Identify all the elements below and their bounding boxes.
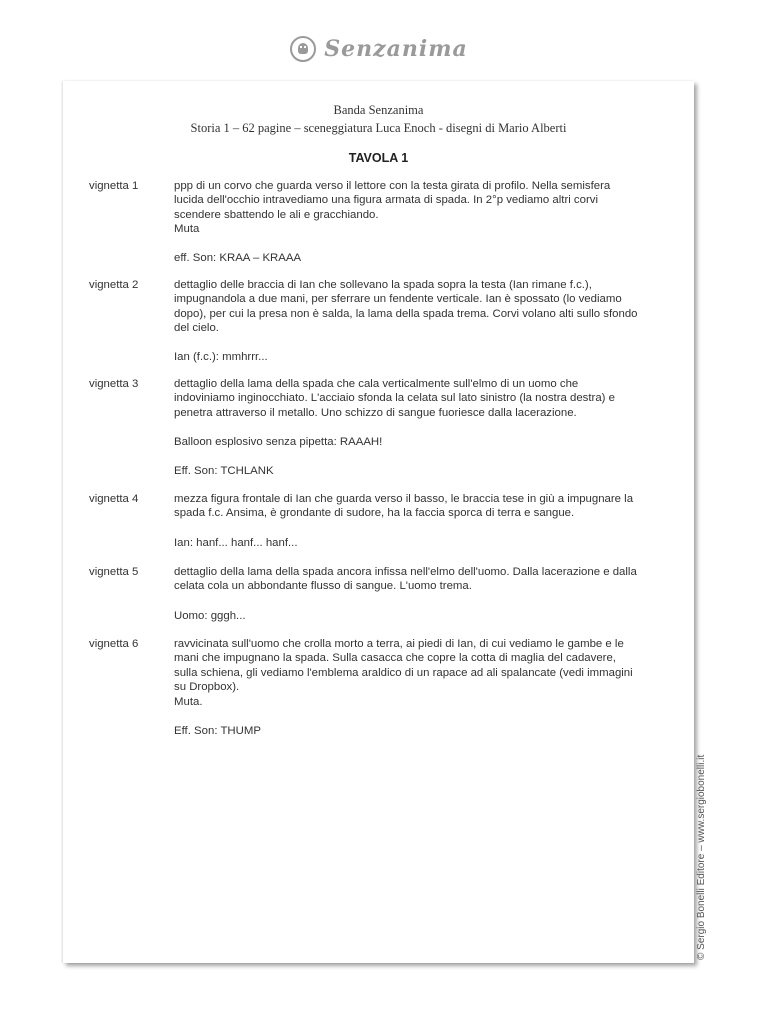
- vignetta-description: [174, 637, 675, 709]
- description-line: penetra attraverso il metallo. Uno schizzo di sangue fuoriesce dalla lacerazione.: [174, 406, 577, 419]
- sound-effect: eff. Son: KRAA – KRAAA: [174, 252, 302, 264]
- description-line: dettaglio della lama della spada che cala verticalmente sull'elmo di un uomo che: [174, 378, 579, 390]
- description-line: indoviniamo inginocchiato. L'acciaio sfonda la celata sul lato sinistro (la nostra destra) e: [174, 392, 615, 405]
- description-line: Muta: [174, 223, 200, 236]
- description-line: mani che impugnano la spada. Sulla casacca che copre la cotta di maglia del cadavere,: [174, 652, 616, 665]
- vignetta-label: vignetta 1: [89, 180, 139, 192]
- description-line: celata cola un abbondante flusso di sangue. L'uomo trema.: [174, 580, 472, 593]
- description-line: ravvicinata sull'uomo che crolla morto a terra, ai piedi di Ian, di cui vediamo le gambe e le: [174, 638, 624, 650]
- skull-icon: [290, 36, 316, 62]
- copyright-notice: © Sergio Bonelli Editore – www.sergiobonelli.it: [696, 754, 707, 960]
- header-credits: Storia 1 – 62 pagine – sceneggiatura Luca Enoch - disegni di Mario Alberti: [190, 121, 567, 135]
- description-line: su Dropbox).: [174, 681, 240, 694]
- description-line: lucida dell'occhio intravediamo una figura armata di spada. In 2°p vediamo altri corvi: [174, 194, 598, 207]
- description-line: del cielo.: [174, 322, 219, 335]
- vignetta-description: [174, 565, 675, 594]
- dialogue-line: Ian (f.c.): mmhrrr...: [174, 351, 268, 363]
- dialogue-line: Ian: hanf... hanf... hanf...: [174, 537, 298, 549]
- description-line: dopo), per cui la presa non è salda, la lama della spada trema. Corvi volano alti sullo sfondo: [174, 307, 638, 320]
- vignetta-label: vignetta 5: [89, 566, 139, 578]
- sound-effect: Eff. Son: TCHLANK: [174, 465, 274, 477]
- vignetta-description: [174, 377, 675, 420]
- description-line: ppp di un corvo che guarda verso il lettore con la testa girata di profilo. Nella semisfera: [174, 180, 611, 192]
- description-line: Muta.: [174, 695, 203, 708]
- vignetta-label: vignetta 3: [89, 378, 139, 390]
- description-line: dettaglio della lama della spada ancora infissa nell'elmo dell'uomo. Dalla lacerazione e dalla: [174, 566, 637, 578]
- tavola-title: TAVOLA 1: [348, 151, 409, 165]
- description-line: spada f.c. Ansima, è grondante di sudore, ha la faccia sporca di terra e sangue.: [174, 507, 575, 520]
- sound-effect: Eff. Son: THUMP: [174, 725, 261, 737]
- script-page: [63, 81, 694, 963]
- vignetta-label: vignetta 2: [89, 279, 139, 291]
- vignetta-label: vignetta 6: [89, 638, 139, 650]
- header-title: Banda Senzanima: [333, 103, 424, 117]
- vignetta-description: [174, 278, 675, 336]
- vignetta-label: vignetta 4: [89, 493, 139, 505]
- vignetta-description: [174, 492, 675, 521]
- balloon-line: Balloon esplosivo senza pipetta: RAAAH!: [174, 436, 383, 448]
- document-header: [63, 101, 694, 137]
- logo-wordmark: Senzanima: [324, 36, 468, 62]
- description-line: sulla schiena, gli vediamo l'emblema araldico di un rapace ad ali spalancate (vedi immagini: [174, 666, 633, 679]
- description-line: scendere sbattendo le ali e gracchiando.: [174, 208, 379, 221]
- vignetta-description: [174, 179, 675, 237]
- senzanima-logo: [0, 32, 758, 66]
- description-line: mezza figura frontale di Ian che guarda verso il basso, le braccia tese in giù a impugnare la: [174, 493, 634, 505]
- description-line: dettaglio delle braccia di Ian che sollevano la spada sopra la testa (Ian rimane f.c.),: [174, 279, 592, 291]
- description-line: impugnandola a due mani, per sferrare un fendente verticale. Ian è spossato (lo vediamo: [174, 293, 622, 306]
- dialogue-line: Uomo: gggh...: [174, 610, 246, 622]
